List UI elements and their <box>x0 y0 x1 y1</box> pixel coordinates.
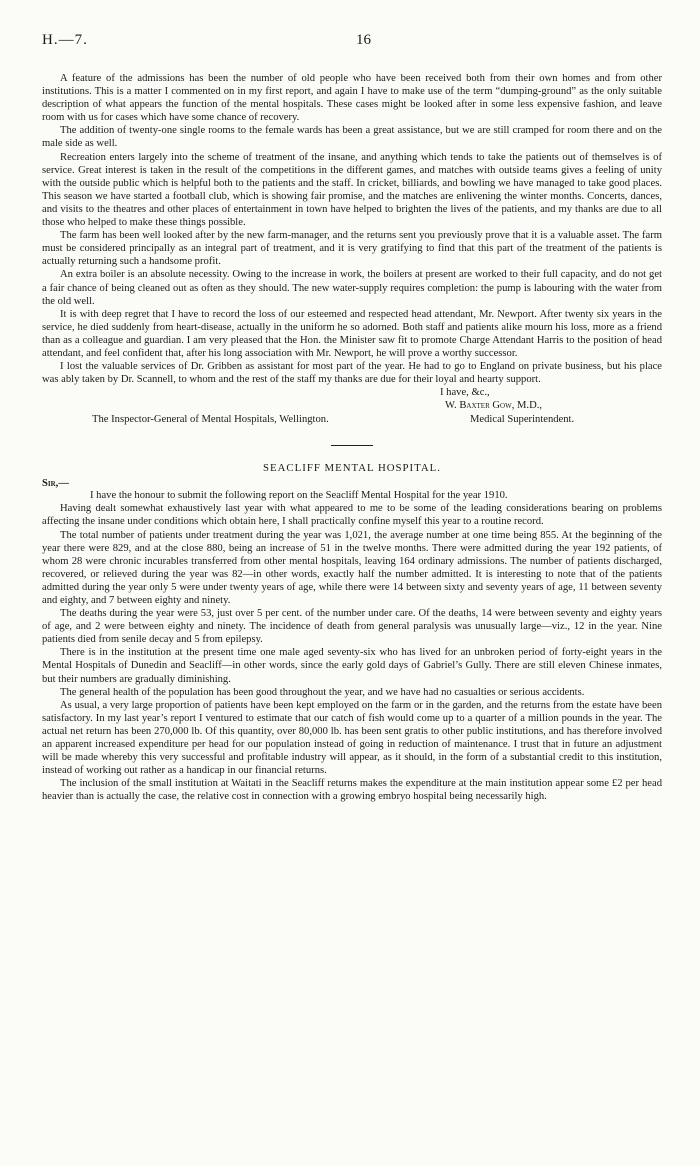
paragraph: As usual, a very large proportion of patients have been kept employed on the farm or in the garden, and the returns from the estate have been satisfactory. In my last year’s report I ventured to estimate that our catch of fish would come up to a quarter of a million pounds in the year. The actual net return has been 270,000 lb. Of this quantity, over 80,000 lb. has been sent gratis to other public institutions, and has therefore involved an apparent increased expenditure per head for our population instead of going in reduction of maintenance. I trust that in future an adjustment will be made whereby this very successful and profitable industry will appear, as it should, in the form of a substantial credit to this institution, instead of working out rather as a handicap in our financial returns. <box>42 699 662 777</box>
paragraph: There is in the institution at the present time one male aged seventy-six who has lived for an unbroken period of forty-eight years in the Mental Hospitals of Dunedin and Seacliff—in other words, since the early gold days of Gabriel’s Gully. There are still eleven Chinese inmates, but their numbers are gradually diminishing. <box>42 647 662 685</box>
section-title: SEACLIFF MENTAL HOSPITAL. <box>263 462 441 475</box>
signatory-initial: W. <box>445 400 457 412</box>
salutation-text: Sir,— <box>42 478 69 490</box>
signature-block <box>42 386 662 428</box>
paragraph: Recreation enters largely into the scheme of treatment of the insane, and anything which tends to take the patients out of themselves is of service. Great interest is taken in the result of the competitions in the different games, and matches with outside teams gives a feeling of unity with the outside public which is helpful both to the patients and the staff. In cricket, billiards, and bowling we have managed to take good places. This season we have started a football club, which is showing fair promise, and the matches are enlivening the winter months. Concerts, dances, and visits to the theatres and other places of entertainment in town have helped to brighten the lives of the patients, and my thanks are due to all those who helped to make these things possible. <box>42 151 662 229</box>
report-body-1 <box>42 72 662 386</box>
signatory-title: Medical Superintendent. <box>470 414 575 426</box>
paragraph: Having dealt somewhat exhaustively last year with what appeared to me to be some of the leading considerations bearing on problems affecting the insane under conditions which obtain here, I shall practically confine myself this year to a routine record. <box>42 503 662 528</box>
paragraph: It is with deep regret that I have to record the loss of our esteemed and respected head attendant, Mr. Newport. After twenty six years in the service, he died suddenly from heart-disease, actually in the uniform he so adorned. Both staff and patients alike mourn his loss, more as a friend than as a colleague and guardian. I am very pleased that the Hon. the Minister saw fit to promote Charge Attendant Harris to the position of head attendant, and feel confident that, after his long association with Mr. Newport, he will prove a worthy successor. <box>42 308 662 359</box>
paragraph: I lost the valuable services of Dr. Gribben as assistant for most part of the year. He had to go to England on private business, but his place was ably taken by Dr. Scannell, to whom and the rest of the staff my thanks are due for their loyal and hearty support. <box>42 361 662 386</box>
report-body-2 <box>42 489 662 803</box>
signatory-suffix: , M.D., <box>511 400 543 412</box>
document-reference: H.—7. <box>42 32 88 48</box>
paragraph: The general health of the population has been good throughout the year, and we have had no casualties or serious accidents. <box>60 686 585 698</box>
signatory-surname: Baxter Gow <box>459 400 512 412</box>
salutation <box>42 478 662 489</box>
paragraph: The addition of twenty-one single rooms to the female wards has been a great assistance, but we are still cramped for room there and on the male side as well. <box>42 125 662 150</box>
page-header <box>42 32 662 54</box>
paragraph: A feature of the admissions has been the number of old people who have been received both from their own homes and from other institutions. This is a matter I commented on in my first report, and again I have to make use of the term “dumping-ground” as the only suitable description of what appears the function of the mental hospitals. These cases might be looked after in some less expensive fashion, and leave room with us for cases which have some chance of recovery. <box>42 73 662 124</box>
addressee: The Inspector-General of Mental Hospitals, Wellington. <box>92 414 329 426</box>
paragraph: The farm has been well looked after by the new farm-manager, and the returns sent you previously prove that it is a valuable asset. The farm must be considered principally as an integral part of treatment, and it is very gratifying to find that this part of the treatment of the patients is actually returning such a handsome profit. <box>42 230 662 268</box>
paragraph: The deaths during the year were 53, just over 5 per cent. of the number under care. Of the deaths, 14 were between seventy and eighty years of age, and 2 were between eighty and ninety. The incidence of death from general paralysis was unusually large—viz., 12 in the year. Nine patients died from senile decay and 5 from epilepsy. <box>42 608 662 646</box>
paragraph: An extra boiler is an absolute necessity. Owing to the increase in work, the boilers at present are worked to their full capacity, and do not get a fair chance of being cleaned out as often as they should. The new water-supply requires completion: the pump is labouring with the water from the old well. <box>42 269 662 307</box>
signatory-name <box>445 399 542 412</box>
paragraph: The inclusion of the small institution at Waitati in the Seacliff returns makes the expenditure at the main institution appear some £2 per head heavier than is actually the case, the relative cost in connection with a growing embryo hospital being necessarily high. <box>42 778 662 803</box>
closing: I have, &c., <box>440 387 490 399</box>
document-page <box>42 32 662 804</box>
paragraph: I have the honour to submit the following report on the Seacliff Mental Hospital for the year 1910. <box>90 490 508 502</box>
paragraph: The total number of patients under treatment during the year was 1,021, the average number at one time being 855. At the beginning of the year there were 829, and at the close 880, being an increase of 51 in the twelve months. There were admitted during the year 192 patients, of whom 28 were chronic incurables transferred from other mental hospitals, leaving 164 ordinary admissions. The number of patients discharged, recovered, or relieved during the year was 82—in other words, exactly half the number admitted. It is interesting to note that of the patients admitted during the year only 5 were under twenty years of age, while there were 14 between sixty and seventy years of age, 11 between seventy and eighty, and 7 between eighty and ninety. <box>42 529 662 606</box>
page-number: 16 <box>356 32 371 48</box>
section-divider <box>331 445 373 446</box>
